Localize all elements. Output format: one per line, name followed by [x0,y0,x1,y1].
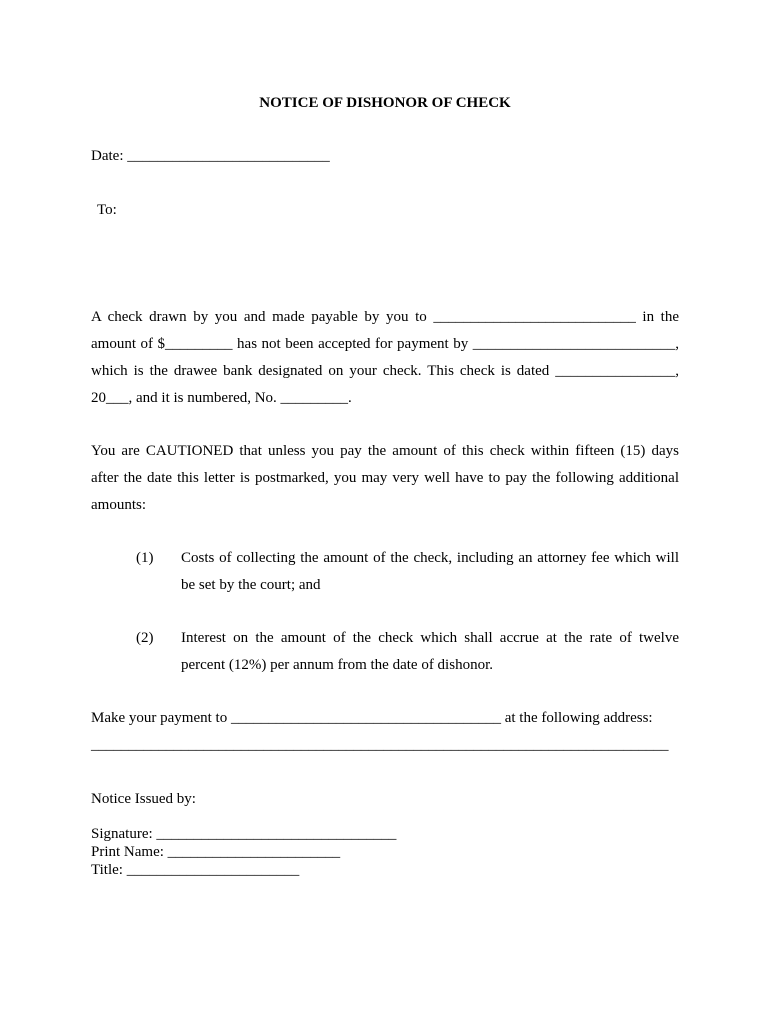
item2-number: (2) [136,630,154,646]
item1-line-2: be set by the court; and [181,577,321,593]
paragraph2-line-3: amounts: [91,497,146,513]
paragraph1-line-4: 20___, and it is numbered, No. _________. [91,390,352,406]
to-line: To: [97,202,117,218]
signature-line: Signature: ________________________________ [91,826,397,842]
paragraph2-line-2: after the date this letter is postmarked, you may very well have to pay the following additional [91,470,679,486]
paragraph1-line-2: amount of $_________ has not been accepted for payment by ___________________________, [91,336,679,352]
item1-number: (1) [136,550,154,566]
notice-issued-by: Notice Issued by: [91,791,196,807]
item1-line-1: Costs of collecting the amount of the check, including an attorney fee which will [181,550,679,566]
item2-line-2: percent (12%) per annum from the date of dishonor. [181,657,493,673]
date-line: Date: ___________________________ [91,148,330,164]
paragraph1-line-3: which is the drawee bank designated on your check. This check is dated ________________, [91,363,679,379]
address-blank: _____________________________________________________________________________ [91,737,669,753]
payment-line: Make your payment to ____________________________________ at the following address: [91,710,653,726]
title-line: Title: _______________________ [91,862,300,878]
print-name-line: Print Name: _______________________ [91,844,341,860]
document-title: NOTICE OF DISHONOR OF CHECK [259,95,511,111]
item2-line-1: Interest on the amount of the check which shall accrue at the rate of twelve [181,630,679,646]
paragraph1-line-1: A check drawn by you and made payable by you to ___________________________ in the [91,309,679,325]
paragraph2-line-1: You are CAUTIONED that unless you pay the amount of this check within fifteen (15) days [91,443,679,459]
